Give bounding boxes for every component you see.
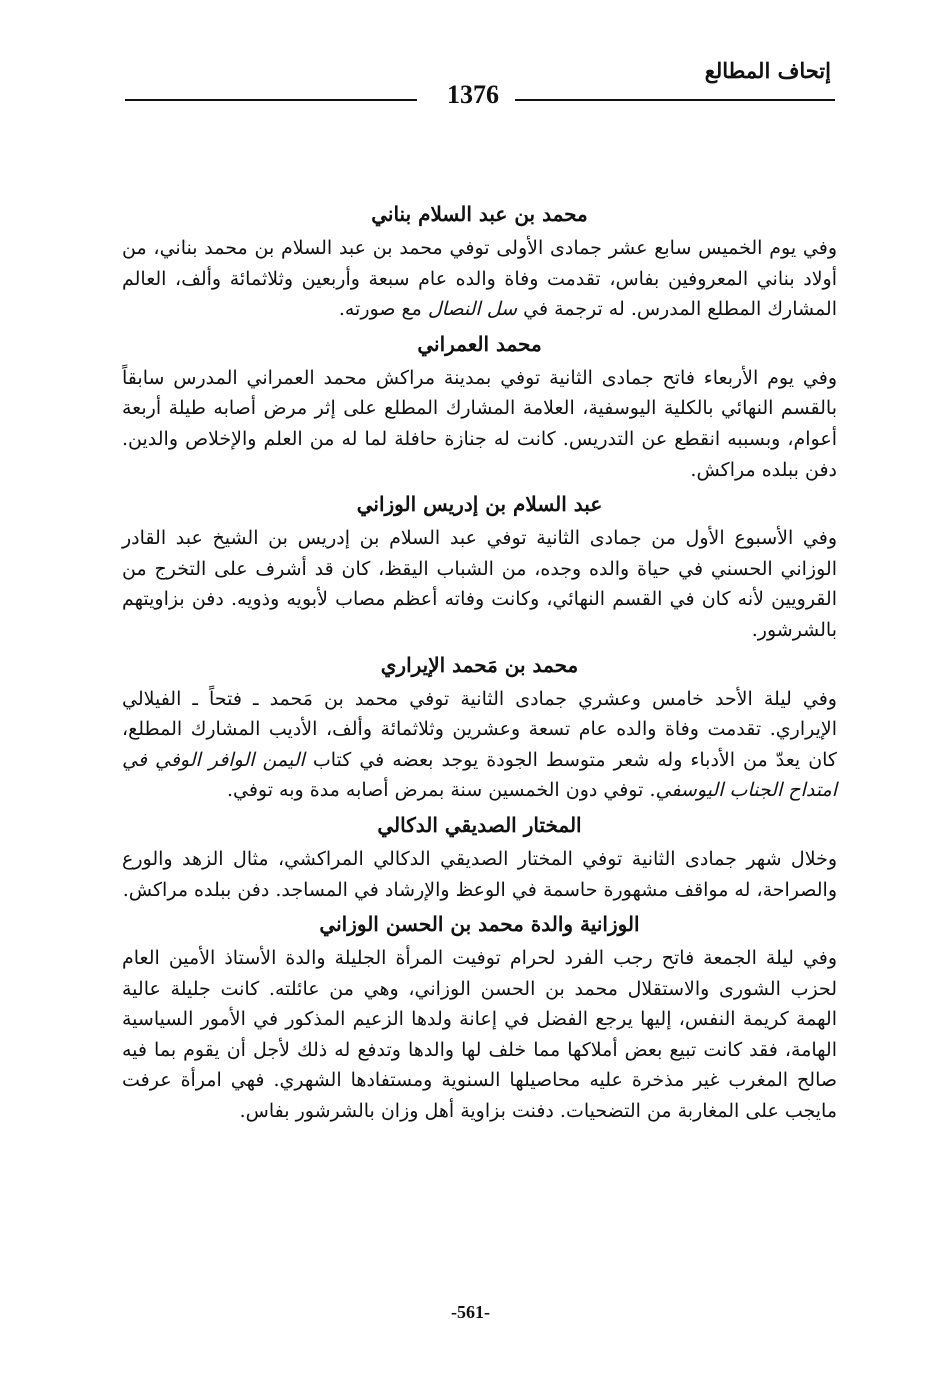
- page-content: [122, 195, 837, 1127]
- entry-title: الوزانية والدة محمد بن الحسن الوزاني: [319, 912, 640, 937]
- entry-text: [122, 684, 837, 806]
- entry-doukkali: [122, 806, 837, 905]
- entry-omrani: [122, 325, 837, 485]
- entry-text: وفي يوم الأربعاء فاتح جمادى الثانية توفي بمدينة مراكش محمد العمراني المدرس سابقاً بالقسم النهائي بالكلية اليوسفية، العلامة المشارك المطلع على إثر مرض أصابه طيلة أربعة أعوام، وبسببه انقطع عن التدريس. كانت له جنازة حافلة لما له من العلم والإخلاص والدين. دفن ببلده مراكش.: [122, 366, 837, 481]
- running-title: إتحاف المطالع: [704, 58, 831, 83]
- page-header: [125, 80, 835, 116]
- entry-title: عبد السلام بن إدريس الوزاني: [356, 492, 603, 517]
- entry-text: وفي ليلة الجمعة فاتح رجب الفرد لحرام توفيت المرأة الجليلة والدة الأستاذ الأمين العام لحزب الشورى والاستقلال محمد بن الحسن الوزاني، وهي من عائلته. كانت جليلة عالية الهمة كريمة النفس، إليها يرجع الفضل في إعانة ولدها الزعيم المذكور في الأمور السياسية الهامة، فقد كانت تبيع بعض أملاكها مما خلف لها والدها وتدفع له ذلك لأجل أن يقوم بما فيه صالح المغرب غير مذخرة عليه محاصيلها السنوية ومستفادها الشهري. فهي امرأة عرفت مايجب على المغاربة من التضحيات. دفنت بزاوية أهل وزان بالشرشور بفاس.: [122, 947, 837, 1123]
- entry-text-part: مع صورته.: [338, 298, 428, 321]
- entry-text-part: وفي يوم الخميس سابع عشر جمادى الأولى توفي محمد بن عبد السلام بن محمد بناني، من أولاد بناني المعروفين بفاس، تقدمت وفاة والده عام سبعة وأربعين وثلاثمائة وألف، العالم المشارك المطلع المدرس. له ترجمة في: [122, 237, 837, 321]
- entry-text-part: . توفي دون الخمسين سنة بمرض أصابه مدة وبه توفي.: [226, 779, 656, 802]
- entry-wazzani-abdessalam: [122, 485, 837, 645]
- entry-title: محمد بن عبد السلام بناني: [371, 202, 588, 226]
- page-number: -561-: [451, 1302, 490, 1322]
- book-title: سل النصال: [427, 298, 518, 321]
- entry-title: المختار الصديقي الدكالي: [377, 812, 582, 837]
- header-rule-right: [515, 99, 835, 101]
- entry-wazzaniya: [122, 905, 837, 1127]
- entry-text: وخلال شهر جمادى الثانية توفي المختار الصديقي الدكالي المراكشي، مثال الزهد والورع والصراحة، له مواقف مشهورة حاسمة في الوعظ والإرشاد في المساجد. دفن ببلده مراكش.: [122, 847, 837, 901]
- entry-text: وفي الأسبوع الأول من جمادى الثانية توفي عبد السلام بن إدريس بن الشيخ عبد القادر الوزاني الحسني في حياة والده وجده، من الشباب اليقظ، كان قد أشرف على التخرج من القرويين لأنه كان في القسم النهائي، وكانت وفاته أعظم مصاب لأبويه وذويه. دفن بزاويتهم بالشرشور.: [122, 527, 837, 641]
- entry-text: [122, 233, 837, 325]
- entry-irari: [122, 646, 837, 806]
- book-title: اليمن الوافر الوفي في امتداح الجناب اليوسفي: [122, 748, 837, 802]
- year-heading: 1376: [447, 80, 499, 109]
- entry-text-part: وفي ليلة الأحد خامس وعشري جمادى الثانية توفي محمد بن مَحمد ـ فتحاً ـ الفيلالي الإيراري. تقدمت وفاة والده عام تسعة وعشرين وثلاثمائة وألف، الأديب المشارك المطلع، كان يعدّ من الأدباء وله شعر متوسط الجودة يوجد بعضه في كتاب: [122, 687, 837, 771]
- entry-title: محمد العمراني: [417, 331, 542, 356]
- entry-bennani: [122, 195, 837, 325]
- entry-title: محمد بن مَحمد الإيراري: [380, 652, 579, 677]
- header-rule-left: [125, 99, 417, 101]
